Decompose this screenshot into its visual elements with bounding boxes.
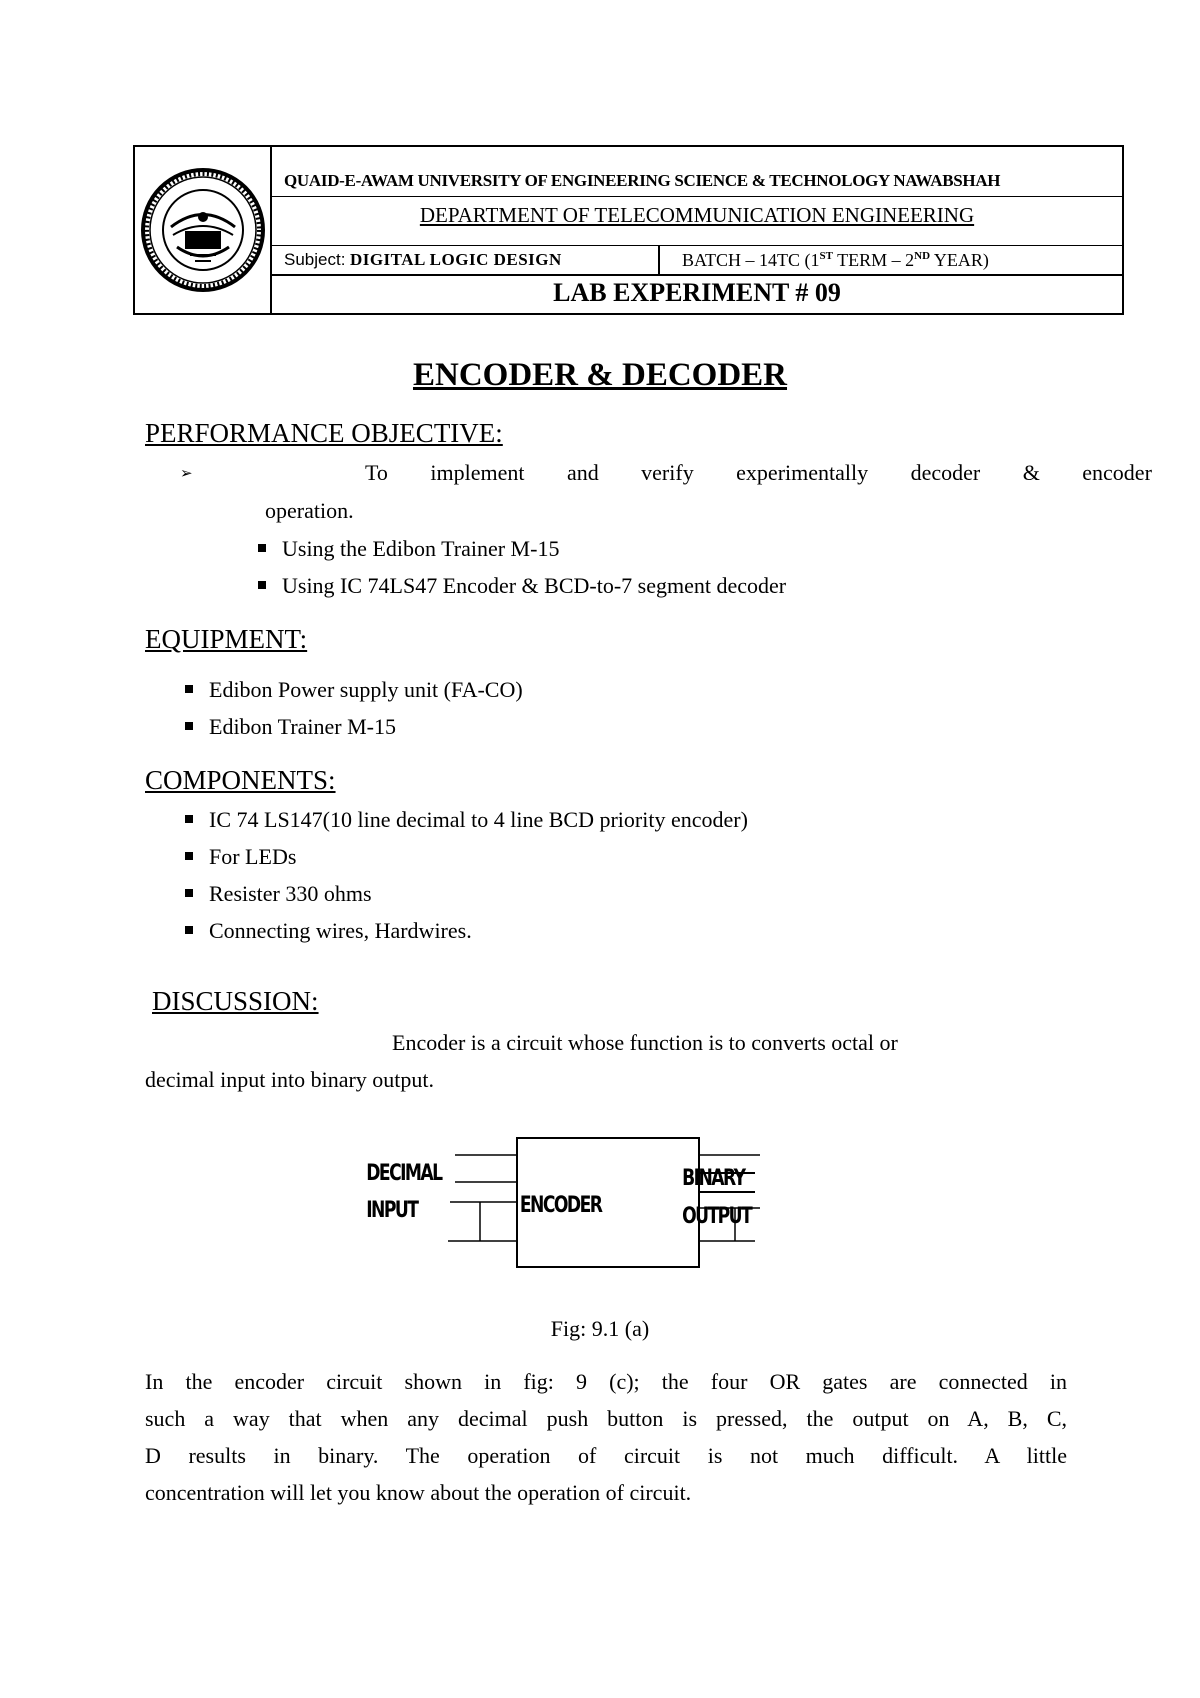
list-item: For LEDs bbox=[185, 844, 296, 870]
list-item: Connecting wires, Hardwires. bbox=[185, 918, 472, 944]
document-title: ENCODER & DECODER bbox=[412, 357, 788, 393]
discussion-intro-line: decimal input into binary output. bbox=[145, 1067, 435, 1092]
objective-continuation: operation. bbox=[265, 498, 354, 523]
square-bullet-icon bbox=[185, 852, 193, 860]
list-item: Edibon Power supply unit (FA-CO) bbox=[185, 677, 523, 703]
equipment-heading: EQUIPMENT: bbox=[145, 624, 308, 654]
list-item: Resister 330 ohms bbox=[185, 881, 372, 907]
square-bullet-icon bbox=[258, 581, 266, 589]
discussion-paragraph: In the encoder circuit shown in fig: 9 (c); the four OR gates are connected in such a way that when any decimal push button is pressed, the output on A, B, C, D results in binary. The operation of circuit is not much difficult. A little concentration will let you know about the operation of circuit. bbox=[145, 1369, 1067, 1505]
figure-caption: Fig: 9.1 (a) bbox=[550, 1316, 650, 1341]
decimal-input-label: INPUT bbox=[366, 1196, 418, 1223]
subject-value: DIGITAL LOGIC DESIGN bbox=[349, 250, 562, 269]
square-bullet-icon bbox=[185, 926, 193, 934]
department-name: DEPARTMENT OF TELECOMMUNICATION ENGINEERING bbox=[419, 203, 975, 227]
objective-line: To implement and verify experimentally decoder & encoder bbox=[365, 460, 1152, 485]
subject-field bbox=[284, 249, 562, 270]
cell-divider bbox=[658, 246, 660, 274]
university-row bbox=[272, 147, 1122, 197]
discussion-heading: DISCUSSION: bbox=[152, 986, 319, 1016]
square-bullet-icon bbox=[185, 815, 193, 823]
square-bullet-icon bbox=[185, 685, 193, 693]
performance-objective-heading: PERFORMANCE OBJECTIVE: bbox=[145, 418, 503, 448]
square-bullet-icon bbox=[185, 889, 193, 897]
university-name: QUAID-E-AWAM UNIVERSITY OF ENGINEERING SCIENCE & TECHNOLOGY NAWABSHAH bbox=[284, 171, 1001, 190]
subject-batch-row bbox=[272, 246, 1122, 276]
encoder-block-label: ENCODER bbox=[519, 1191, 602, 1218]
lab-experiment-row bbox=[272, 276, 1122, 313]
list-item: Edibon Trainer M-15 bbox=[185, 714, 396, 740]
binary-output-label: BINARY bbox=[682, 1164, 745, 1191]
binary-output-label: OUTPUT bbox=[682, 1202, 752, 1229]
list-item: Using the Edibon Trainer M-15 bbox=[258, 536, 559, 562]
square-bullet-icon bbox=[185, 722, 193, 730]
university-logo-cell bbox=[135, 147, 272, 313]
components-heading: COMPONENTS: bbox=[145, 765, 336, 795]
university-seal-icon bbox=[135, 147, 272, 313]
decimal-input-label: DECIMAL bbox=[366, 1159, 442, 1186]
encoder-block-diagram bbox=[360, 1130, 860, 1280]
lab-experiment-number: LAB EXPERIMENT # 09 bbox=[553, 278, 841, 307]
department-row bbox=[272, 197, 1122, 246]
square-bullet-icon bbox=[258, 544, 266, 552]
batch-info: BATCH – 14TC (1ST TERM – 2ND YEAR) bbox=[682, 250, 989, 270]
discussion-intro-line: Encoder is a circuit whose function is to converts octal or bbox=[392, 1030, 898, 1055]
header-table bbox=[133, 145, 1124, 315]
arrow-bullet-icon: ➢ bbox=[180, 466, 193, 482]
list-item: IC 74 LS147(10 line decimal to 4 line BCD priority encoder) bbox=[185, 807, 748, 833]
subject-label: Subject: bbox=[284, 250, 346, 269]
list-item: Using IC 74LS47 Encoder & BCD-to-7 segment decoder bbox=[258, 573, 786, 599]
